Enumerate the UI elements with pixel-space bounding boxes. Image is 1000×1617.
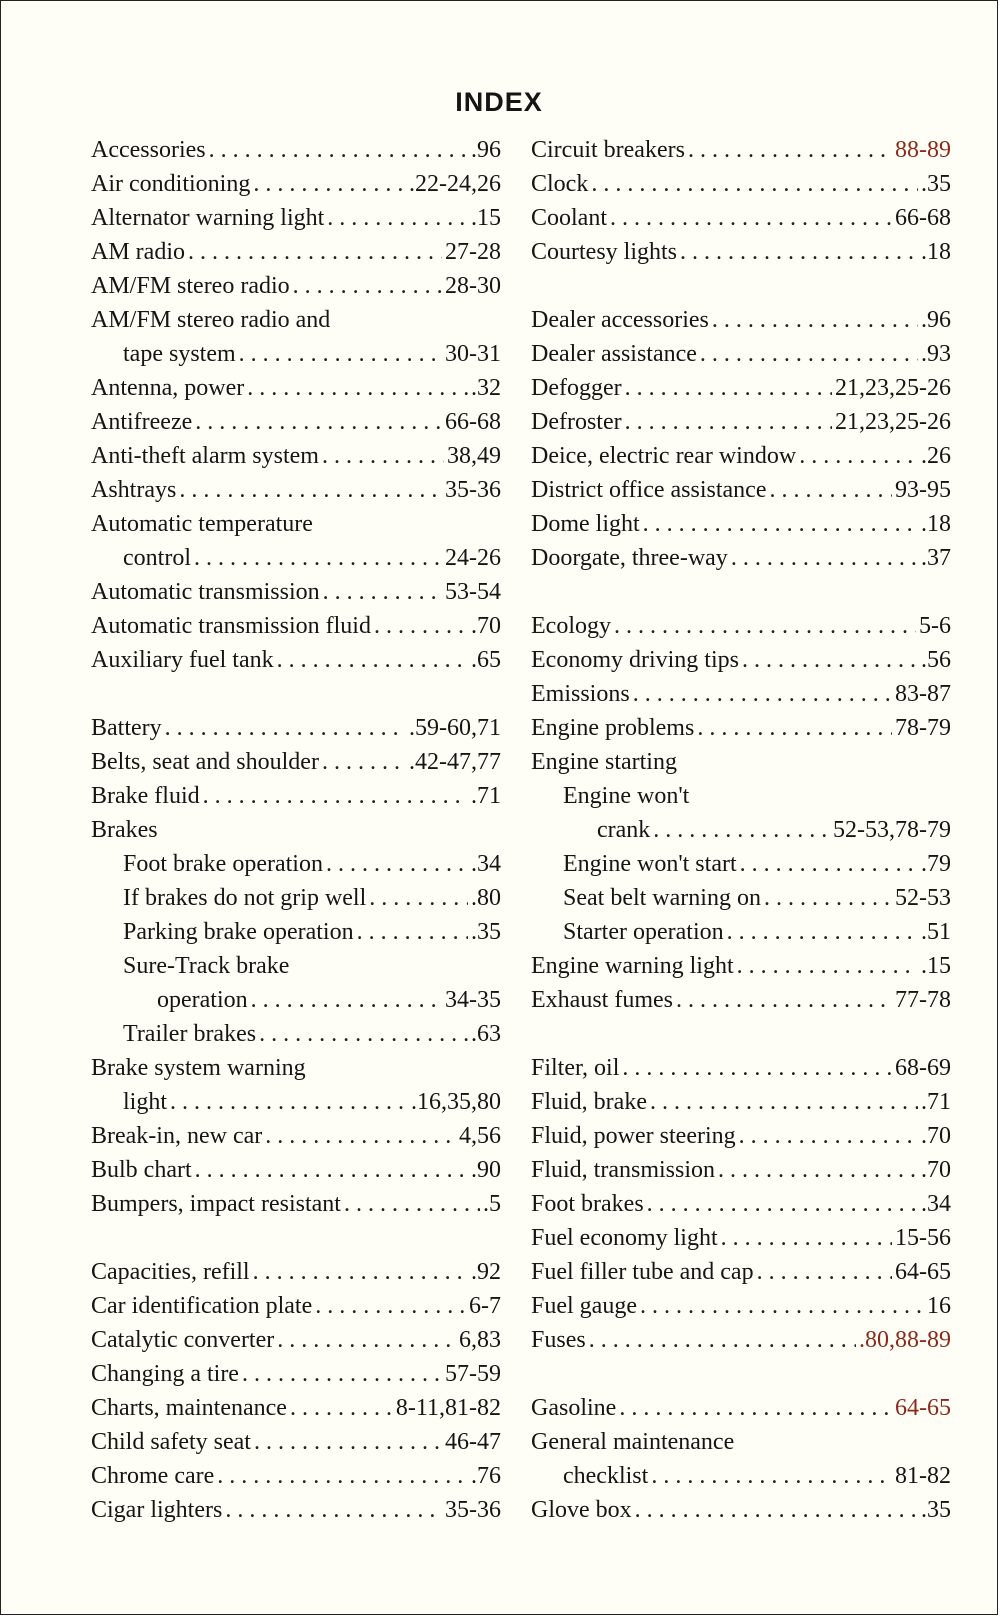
index-term: Auxiliary fuel tank: [91, 647, 274, 673]
dot-leader: [374, 613, 468, 640]
index-page-numbers: 64-65: [895, 1395, 951, 1421]
index-term: Charts, maintenance: [91, 1395, 287, 1421]
index-page-numbers: 28-30: [445, 273, 501, 299]
index-entry: [531, 647, 951, 681]
index-term: Battery: [91, 715, 162, 741]
index-term: Clock: [531, 171, 589, 197]
index-entry: [531, 613, 951, 647]
dot-leader: [369, 885, 468, 912]
index-entry: [531, 545, 951, 579]
index-entry: [91, 1327, 501, 1361]
index-page-numbers: .16,35,80: [411, 1089, 501, 1115]
index-page-numbers: 78-79: [895, 715, 951, 741]
index-entry: [531, 1497, 951, 1531]
dot-leader: [179, 477, 442, 504]
index-term: Car identification plate: [91, 1293, 313, 1319]
dot-leader: [195, 409, 442, 436]
index-page-numbers: .51: [921, 919, 951, 945]
index-entry: [531, 171, 951, 205]
index-term: crank: [597, 817, 651, 843]
index-page-numbers: 4,56: [459, 1123, 501, 1149]
index-entry: [91, 1293, 501, 1327]
index-entry: [531, 681, 951, 715]
dot-leader: [640, 1293, 924, 1320]
dot-leader: [277, 1327, 456, 1354]
index-term: Gasoline: [531, 1395, 617, 1421]
index-term: AM/FM stereo radio and: [91, 307, 331, 333]
dot-leader: [650, 1089, 918, 1116]
index-entry: [91, 409, 501, 443]
index-page-numbers: .18: [921, 511, 951, 537]
index-entry: [91, 647, 501, 681]
dot-leader: [265, 1123, 456, 1150]
index-page-numbers: 81-82: [895, 1463, 951, 1489]
index-term: Child safety seat: [91, 1429, 251, 1455]
index-term: Foot brake operation: [123, 851, 323, 877]
index-page-numbers: .15: [921, 953, 951, 979]
index-entry: [91, 443, 501, 477]
dot-leader: [610, 205, 892, 232]
dot-leader: [625, 375, 832, 402]
index-term: Dealer accessories: [531, 307, 709, 333]
dot-leader: [742, 647, 918, 674]
index-page-numbers: 52-53,78-79: [833, 817, 951, 843]
index-entry: [531, 919, 951, 953]
index-page-numbers: .93: [921, 341, 951, 367]
index-term: Automatic transmission fluid: [91, 613, 371, 639]
dot-leader: [643, 511, 918, 538]
index-entry: [531, 885, 951, 919]
index-entry: [531, 443, 951, 477]
index-term: Glove box: [531, 1497, 632, 1523]
index-entry: [531, 239, 951, 273]
index-page-numbers: .59-60,71: [409, 715, 501, 741]
index-term: Emissions: [531, 681, 630, 707]
index-term: Accessories: [91, 137, 206, 163]
index-entry: [531, 341, 951, 375]
index-entry: [91, 1497, 501, 1531]
index-entry: [531, 205, 951, 239]
index-term: Deice, electric rear window: [531, 443, 797, 469]
index-entry: [531, 783, 951, 817]
index-term: Circuit breakers: [531, 137, 685, 163]
index-page-numbers: 66-68: [895, 205, 951, 231]
index-page-numbers: .22-24,26: [409, 171, 501, 197]
index-page-numbers: 64-65: [895, 1259, 951, 1285]
index-entry: [531, 137, 951, 171]
index-term: General maintenance: [531, 1429, 735, 1455]
index-term: light: [123, 1089, 168, 1115]
index-term: tape system: [123, 341, 236, 367]
index-page-numbers: .34: [921, 1191, 951, 1217]
index-entry: [91, 783, 501, 817]
dot-leader: [259, 1021, 468, 1048]
dot-leader: [647, 1191, 918, 1218]
index-entry: [531, 511, 951, 545]
index-page-numbers: 21,23,25-26: [835, 375, 951, 401]
index-entry: [91, 953, 501, 987]
index-page-numbers: 21,23,25-26: [835, 409, 951, 435]
index-entry: [91, 477, 501, 511]
dot-leader: [769, 477, 892, 504]
index-term: Chrome care: [91, 1463, 215, 1489]
dot-leader: [614, 613, 916, 640]
index-page-numbers: 57-59: [445, 1361, 501, 1387]
index-page-numbers: .35: [921, 1497, 951, 1523]
index-page-numbers: .70: [921, 1123, 951, 1149]
index-page-numbers: .70: [471, 613, 501, 639]
index-page-numbers: .80,88-89: [859, 1327, 951, 1353]
index-entry: [91, 1259, 501, 1293]
index-entry: [531, 409, 951, 443]
index-spacer: [531, 1361, 951, 1395]
index-term: Engine starting: [531, 749, 677, 775]
index-term: District office assistance: [531, 477, 767, 503]
index-page-numbers: 38,49: [447, 443, 501, 469]
index-term: Fuel filler tube and cap: [531, 1259, 754, 1285]
index-entry: [91, 613, 501, 647]
index-term: Parking brake operation: [123, 919, 354, 945]
index-term: Antenna, power: [91, 375, 245, 401]
index-page-numbers: 93-95: [895, 477, 951, 503]
index-entry: [91, 511, 501, 545]
index-spacer: [91, 681, 501, 715]
index-entry: [91, 987, 501, 1021]
index-page-numbers: .71: [921, 1089, 951, 1115]
index-entry: [531, 1293, 951, 1327]
dot-leader: [327, 205, 468, 232]
dot-leader: [188, 239, 442, 266]
index-page-numbers: .80: [471, 885, 501, 911]
index-page-numbers: 66-68: [445, 409, 501, 435]
index-entry: [531, 307, 951, 341]
index-entry: [91, 273, 501, 307]
dot-leader: [700, 341, 918, 368]
index-page-numbers: .79: [921, 851, 951, 877]
dot-leader: [731, 545, 918, 572]
index-term: Economy driving tips: [531, 647, 739, 673]
index-page-numbers: 15-56: [895, 1225, 951, 1251]
index-term: Cigar lighters: [91, 1497, 223, 1523]
index-page-numbers: 30-31: [445, 341, 501, 367]
index-entry: [91, 715, 501, 749]
dot-leader: [635, 1497, 918, 1524]
index-entry: [91, 749, 501, 783]
index-term: control: [123, 545, 191, 571]
index-entry: [531, 375, 951, 409]
index-spacer: [531, 1021, 951, 1055]
index-term: Changing a tire: [91, 1361, 239, 1387]
dot-leader: [653, 817, 830, 844]
index-term: Anti-theft alarm system: [91, 443, 319, 469]
dot-leader: [712, 307, 918, 334]
index-entry: [531, 1463, 951, 1497]
dot-leader: [293, 273, 442, 300]
dot-leader: [165, 715, 406, 742]
index-term: Engine problems: [531, 715, 695, 741]
dot-leader: [721, 1225, 892, 1252]
index-entry: [91, 205, 501, 239]
index-term: Engine won't: [563, 783, 690, 809]
dot-leader: [217, 1463, 468, 1490]
index-term: Fluid, brake: [531, 1089, 647, 1115]
index-entry: [91, 239, 501, 273]
index-entry: [531, 1123, 951, 1157]
index-term: Seat belt warning on: [563, 885, 761, 911]
index-entry: [91, 1055, 501, 1089]
index-entry: [531, 749, 951, 783]
dot-leader: [718, 1157, 918, 1184]
index-entry: [91, 919, 501, 953]
index-entry: [531, 1055, 951, 1089]
index-entry: [531, 1395, 951, 1429]
index-page-numbers: 16: [927, 1293, 951, 1319]
index-entry: [531, 477, 951, 511]
index-term: Defroster: [531, 409, 622, 435]
index-page-numbers: .92: [471, 1259, 501, 1285]
index-page-numbers: 27-28: [445, 239, 501, 265]
index-page-numbers: .34: [471, 851, 501, 877]
index-entry: [91, 545, 501, 579]
index-page-numbers: .5: [483, 1191, 501, 1217]
index-page-numbers: 5-6: [919, 613, 951, 639]
index-entry: [91, 1395, 501, 1429]
index-term: Dome light: [531, 511, 640, 537]
dot-leader: [315, 1293, 466, 1320]
index-term: Bumpers, impact resistant: [91, 1191, 341, 1217]
index-term: Engine warning light: [531, 953, 734, 979]
index-page-numbers: 77-78: [895, 987, 951, 1013]
index-term: Ashtrays: [91, 477, 177, 503]
dot-leader: [737, 953, 918, 980]
dot-leader: [344, 1191, 480, 1218]
index-page-numbers: 68-69: [895, 1055, 951, 1081]
index-term: Fluid, power steering: [531, 1123, 736, 1149]
index-entry: [91, 1123, 501, 1157]
index-term: Starter operation: [563, 919, 724, 945]
index-entry: [91, 375, 501, 409]
index-term: Air conditioning: [91, 171, 251, 197]
index-page-numbers: 88-89: [895, 137, 951, 163]
index-term: Catalytic converter: [91, 1327, 275, 1353]
dot-leader: [322, 443, 444, 470]
index-column-right: [531, 137, 951, 1531]
index-term: Sure-Track brake: [123, 953, 290, 979]
index-term: If brakes do not grip well: [123, 885, 367, 911]
index-page-numbers: 46-47: [445, 1429, 501, 1455]
index-page-numbers: 6,83: [459, 1327, 501, 1353]
dot-leader: [799, 443, 918, 470]
index-term: AM/FM stereo radio: [91, 273, 290, 299]
index-entry: [531, 817, 951, 851]
index-entry: [531, 1225, 951, 1259]
index-spacer: [531, 273, 951, 307]
index-spacer: [91, 1225, 501, 1259]
dot-leader: [323, 579, 442, 606]
index-page-numbers: 83-87: [895, 681, 951, 707]
dot-leader: [357, 919, 468, 946]
index-page-numbers: 8-11,81-82: [395, 1395, 501, 1421]
index-term: AM radio: [91, 239, 185, 265]
index-term: Alternator warning light: [91, 205, 325, 231]
index-entry: [91, 1429, 501, 1463]
index-page-numbers: .71: [471, 783, 501, 809]
index-page-numbers: .35: [921, 171, 951, 197]
index-term: Automatic transmission: [91, 579, 320, 605]
dot-leader: [591, 171, 918, 198]
index-term: Defogger: [531, 375, 622, 401]
index-page-numbers: 24-26: [445, 545, 501, 571]
index-page-numbers: .18: [921, 239, 951, 265]
index-entry: [91, 851, 501, 885]
index-entry: [531, 715, 951, 749]
dot-leader: [757, 1259, 892, 1286]
index-entry: [531, 987, 951, 1021]
index-entry: [91, 137, 501, 171]
dot-leader: [251, 987, 442, 1014]
index-spacer: [531, 579, 951, 613]
dot-leader: [253, 1259, 468, 1286]
dot-leader: [247, 375, 468, 402]
index-page-numbers: .35: [471, 919, 501, 945]
index-term: Fuel economy light: [531, 1225, 718, 1251]
index-entry: [531, 851, 951, 885]
dot-leader: [680, 239, 918, 266]
dot-leader: [625, 409, 832, 436]
index-entry: [91, 579, 501, 613]
index-page-numbers: 53-54: [445, 579, 501, 605]
dot-leader: [739, 1123, 918, 1150]
index-page-numbers: .90: [471, 1157, 501, 1183]
index-page-numbers: .26: [921, 443, 951, 469]
dot-leader: [622, 1055, 892, 1082]
index-term: Fuel gauge: [531, 1293, 637, 1319]
dot-leader: [633, 681, 892, 708]
index-term: Fuses: [531, 1327, 586, 1353]
index-term: Coolant: [531, 205, 607, 231]
index-entry: [531, 1429, 951, 1463]
index-entry: [91, 1089, 501, 1123]
dot-leader: [194, 545, 442, 572]
index-page-numbers: .15: [471, 205, 501, 231]
index-entry: [531, 1327, 951, 1361]
index-entry: [91, 307, 501, 341]
index-entry: [91, 1191, 501, 1225]
index-term: Dealer assistance: [531, 341, 697, 367]
index-page-numbers: .65: [471, 647, 501, 673]
dot-leader: [676, 987, 892, 1014]
dot-leader: [697, 715, 892, 742]
index-term: Fluid, transmission: [531, 1157, 716, 1183]
index-term: Brake system warning: [91, 1055, 306, 1081]
dot-leader: [209, 137, 468, 164]
dot-leader: [651, 1463, 892, 1490]
index-entry: [531, 1259, 951, 1293]
dot-leader: [225, 1497, 442, 1524]
index-term: Brakes: [91, 817, 158, 843]
dot-leader: [277, 647, 468, 674]
index-entry: [91, 1021, 501, 1055]
dot-leader: [253, 171, 406, 198]
index-entry: [91, 817, 501, 851]
index-term: Brake fluid: [91, 783, 200, 809]
index-page-numbers: 52-53: [895, 885, 951, 911]
page-title: INDEX: [455, 87, 543, 117]
index-term: Break-in, new car: [91, 1123, 263, 1149]
index-term: Ecology: [531, 613, 611, 639]
index-term: Exhaust fumes: [531, 987, 673, 1013]
index-entry: [91, 1157, 501, 1191]
index-term: Bulb chart: [91, 1157, 192, 1183]
index-page-numbers: 35-36: [445, 1497, 501, 1523]
index-page-numbers: .70: [921, 1157, 951, 1183]
index-page-numbers: .56: [921, 647, 951, 673]
dot-leader: [740, 851, 918, 878]
dot-leader: [203, 783, 468, 810]
index-page-numbers: .76: [471, 1463, 501, 1489]
dot-leader: [239, 341, 442, 368]
dot-leader: [322, 749, 406, 776]
dot-leader: [242, 1361, 442, 1388]
index-entry: [91, 171, 501, 205]
index-term: Trailer brakes: [123, 1021, 257, 1047]
index-term: operation: [157, 987, 248, 1013]
index-term: Doorgate, three-way: [531, 545, 728, 571]
index-term: checklist: [563, 1463, 649, 1489]
dot-leader: [326, 851, 468, 878]
index-page-numbers: .37: [921, 545, 951, 571]
index-page-numbers: 34-35: [445, 987, 501, 1013]
index-entry: [531, 1157, 951, 1191]
index-term: Foot brakes: [531, 1191, 644, 1217]
index-page-numbers: .96: [921, 307, 951, 333]
index-page-numbers: 6-7: [469, 1293, 501, 1319]
index-term: Antifreeze: [91, 409, 193, 435]
index-entry: [531, 1191, 951, 1225]
index-page-numbers: .96: [471, 137, 501, 163]
index-term: Automatic temperature: [91, 511, 313, 537]
dot-leader: [170, 1089, 408, 1116]
dot-leader: [764, 885, 892, 912]
index-term: Belts, seat and shoulder: [91, 749, 319, 775]
index-page-numbers: .63: [471, 1021, 501, 1047]
dot-leader: [254, 1429, 442, 1456]
index-term: Engine won't start: [563, 851, 737, 877]
index-term: Filter, oil: [531, 1055, 620, 1081]
index-entry: [91, 341, 501, 375]
index-entry: [91, 1361, 501, 1395]
dot-leader: [195, 1157, 468, 1184]
index-entry: [531, 953, 951, 987]
index-page-numbers: .32: [471, 375, 501, 401]
index-term: Capacities, refill: [91, 1259, 250, 1285]
dot-leader: [727, 919, 918, 946]
index-term: Courtesy lights: [531, 239, 678, 265]
dot-leader: [589, 1327, 856, 1354]
dot-leader: [688, 137, 892, 164]
index-column-left: [91, 137, 501, 1531]
index-entry: [91, 1463, 501, 1497]
index-entry: [531, 1089, 951, 1123]
dot-leader: [619, 1395, 892, 1422]
index-page-numbers: .42-47,77: [409, 749, 501, 775]
index-page-numbers: 35-36: [445, 477, 501, 503]
index-entry: [91, 885, 501, 919]
dot-leader: [290, 1395, 393, 1422]
